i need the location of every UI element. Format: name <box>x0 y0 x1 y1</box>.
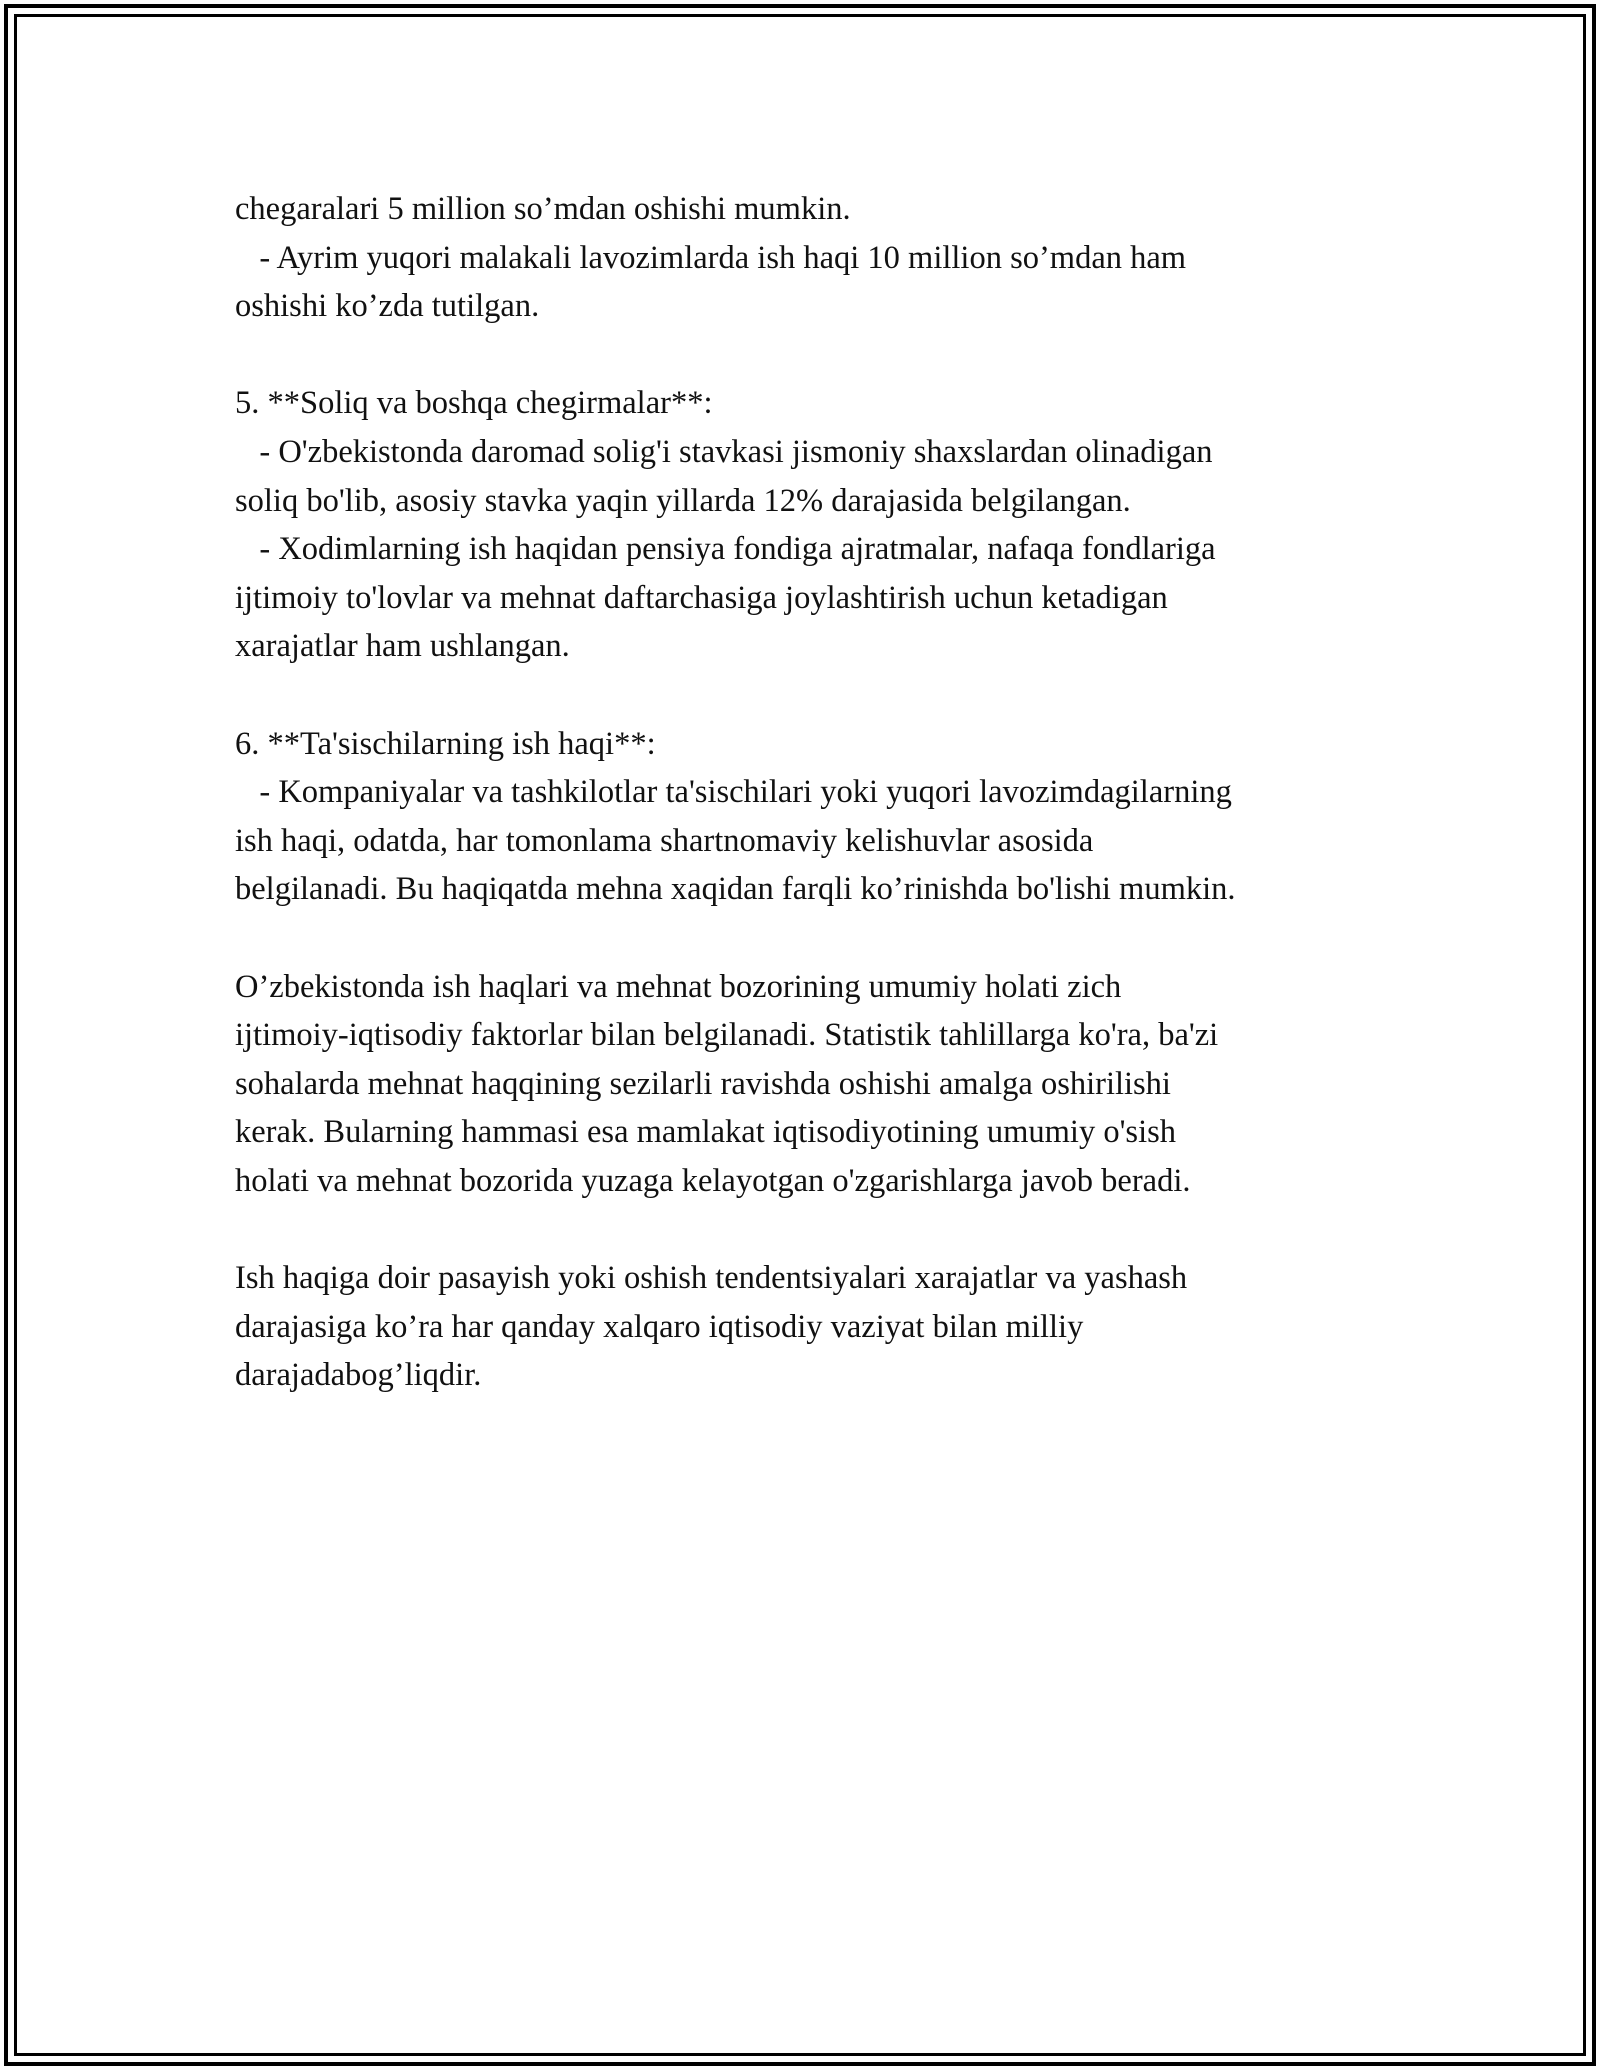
blank-line <box>235 331 1395 380</box>
text-line: - Xodimlarning ish haqidan pensiya fondiga ajratmalar, nafaqa fondlariga <box>235 531 1216 568</box>
text-line: Ish haqiga doir pasayish yoki oshish tendentsiyalari xarajatlar va yashash <box>235 1260 1188 1297</box>
text-line: ijtimoiy-iqtisodiy faktorlar bilan belgilanadi. Statistik tahlillarga ko'ra, ba'zi <box>235 1017 1219 1054</box>
text-line: - O'zbekistonda daromad solig'i stavkasi jismoniy shaxslardan olinadigan <box>235 433 1213 470</box>
text-line: O’zbekistonda ish haqlari va mehnat bozorining umumiy holati zich <box>235 968 1122 1005</box>
text-line: ish haqi, odatda, har tomonlama shartnomaviy kelishuvlar asosida <box>235 822 1094 859</box>
text-line: holati va mehnat bozorida yuzaga kelayotgan o'zgarishlarga javob beradi. <box>235 1162 1191 1199</box>
text-line: - Ayrim yuqori malakali lavozimlarda ish haqi 10 million so’mdan ham <box>235 239 1187 276</box>
text-line: kerak. Bularning hammasi esa mamlakat iqtisodiyotining umumiy o'sish <box>235 1114 1177 1151</box>
section-heading: 6. **Ta'sischilarning ish haqi**: <box>235 725 656 762</box>
text-line: ijtimoiy to'lovlar va mehnat daftarchasiga joylashtirish uchun ketadigan <box>235 579 1168 616</box>
blank-line <box>235 1205 1395 1254</box>
text-line: sohalarda mehnat haqqining sezilarli ravishda oshishi amalga oshirilishi <box>235 1065 1171 1102</box>
text-line: chegaralari 5 million so’mdan oshishi mumkin. <box>235 191 851 227</box>
text-line: belgilanadi. Bu haqiqatda mehna xaqidan farqli ko’rinishda bo'lishi mumkin. <box>235 871 1236 908</box>
text-line: darajadabog’liqdir. <box>235 1357 482 1394</box>
blank-line <box>235 671 1395 720</box>
text-line: darajasiga ko’ra har qanday xalqaro iqtisodiy vaziyat bilan milliy <box>235 1308 1084 1345</box>
text-line: soliq bo'lib, asosiy stavka yaqin yillarda 12% darajasida belgilangan. <box>235 482 1131 519</box>
text-line: - Kompaniyalar va tashkilotlar ta'sischilari yoki yuqori lavozimdagilarning <box>235 774 1232 811</box>
section-heading: 5. **Soliq va boshqa chegirmalar**: <box>235 385 713 422</box>
text-line: oshishi ko’zda tutilgan. <box>235 288 540 325</box>
text-line: xarajatlar ham ushlangan. <box>235 628 570 665</box>
blank-line <box>235 914 1395 963</box>
document-body <box>235 185 1395 1400</box>
